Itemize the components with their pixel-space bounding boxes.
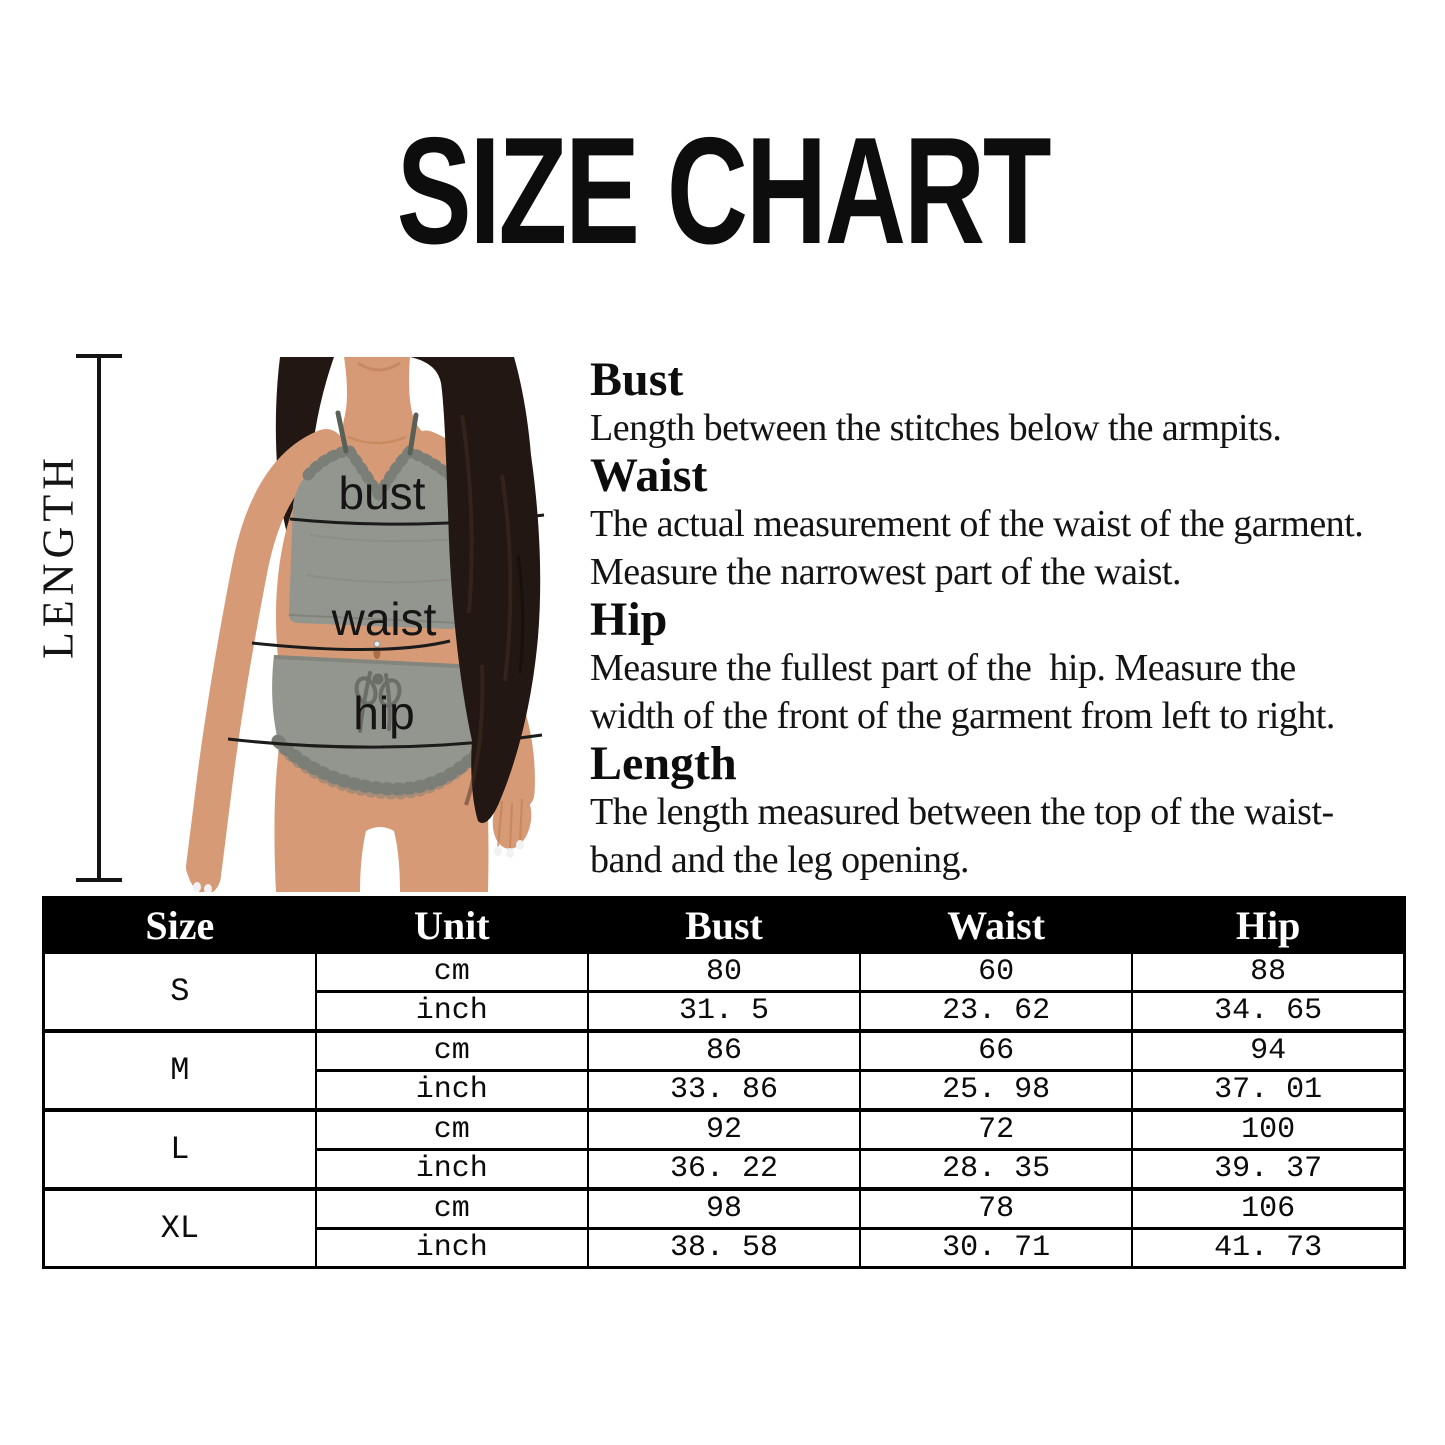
- size-cell: M: [44, 1031, 316, 1110]
- value-cell: 25. 98: [860, 1071, 1132, 1111]
- value-cell: 39. 37: [1132, 1150, 1404, 1190]
- value-cell: 23. 62: [860, 992, 1132, 1032]
- unit-cell: inch: [316, 992, 588, 1032]
- table-header-row: [44, 898, 1405, 953]
- left-nail: [193, 882, 201, 892]
- value-cell: 38. 58: [588, 1229, 860, 1268]
- guide-text: width of the front of the garment from left to right.: [590, 695, 1335, 737]
- right-nail: [506, 848, 514, 858]
- guide-text: Measure the narrowest part of the waist.: [590, 551, 1181, 593]
- guide-text: Measure the fullest part of the hip. Measure the: [590, 647, 1296, 689]
- value-cell: 78: [860, 1189, 1132, 1229]
- length-label: LENGTH: [33, 453, 83, 659]
- col-header-bust: Bust: [588, 898, 860, 953]
- value-cell: 94: [1132, 1031, 1404, 1071]
- value-cell: 36. 22: [588, 1150, 860, 1190]
- guide-heading-length: Length: [590, 737, 737, 790]
- table-row: [44, 1031, 1405, 1071]
- table-row: [44, 1189, 1405, 1229]
- guide-text: Length between the stitches below the armpits.: [590, 407, 1282, 449]
- size-cell: L: [44, 1110, 316, 1189]
- value-cell: 66: [860, 1031, 1132, 1071]
- value-cell: 100: [1132, 1110, 1404, 1150]
- unit-cell: cm: [316, 1189, 588, 1229]
- guide-heading-bust: Bust: [590, 353, 684, 406]
- right-nail: [494, 846, 502, 856]
- page-title: SIZE CHART: [396, 106, 1049, 276]
- value-cell: 80: [588, 953, 860, 992]
- value-cell: 28. 35: [860, 1150, 1132, 1190]
- guide-text: The length measured between the top of the waist-: [590, 791, 1334, 833]
- value-cell: 106: [1132, 1189, 1404, 1229]
- page-title-row: [0, 106, 1445, 276]
- value-cell: 72: [860, 1110, 1132, 1150]
- value-cell: 98: [588, 1189, 860, 1229]
- col-header-waist: Waist: [860, 898, 1132, 953]
- value-cell: 31. 5: [588, 992, 860, 1032]
- value-cell: 37. 01: [1132, 1071, 1404, 1111]
- col-header-unit: Unit: [316, 898, 588, 953]
- value-cell: 33. 86: [588, 1071, 860, 1111]
- value-cell: 60: [860, 953, 1132, 992]
- guide-text: band and the leg opening.: [590, 839, 970, 881]
- unit-cell: inch: [316, 1071, 588, 1111]
- unit-cell: inch: [316, 1150, 588, 1190]
- value-cell: 41. 73: [1132, 1229, 1404, 1268]
- unit-cell: cm: [316, 1031, 588, 1071]
- value-cell: 92: [588, 1110, 860, 1150]
- hip-label: hip: [353, 687, 415, 739]
- col-header-size: Size: [44, 898, 316, 953]
- size-table: [42, 896, 1406, 1269]
- table-row: [44, 1110, 1405, 1150]
- value-cell: 88: [1132, 953, 1404, 992]
- model-figure: [160, 355, 590, 892]
- unit-cell: cm: [316, 953, 588, 992]
- table-row: [44, 953, 1405, 992]
- guide-text: The actual measurement of the waist of the garment.: [590, 503, 1364, 545]
- guide-heading-waist: Waist: [590, 449, 708, 502]
- value-cell: 86: [588, 1031, 860, 1071]
- drawstring-knot: [373, 674, 384, 685]
- measurement-guide: [590, 353, 1390, 884]
- bust-label: bust: [338, 467, 426, 519]
- length-line-bottom-cap: [76, 878, 122, 882]
- unit-cell: cm: [316, 1110, 588, 1150]
- col-header-hip: Hip: [1132, 898, 1404, 953]
- value-cell: 30. 71: [860, 1229, 1132, 1268]
- size-cell: XL: [44, 1189, 316, 1268]
- size-cell: S: [44, 953, 316, 1032]
- unit-cell: inch: [316, 1229, 588, 1268]
- right-nail: [516, 840, 524, 850]
- waist-label: waist: [331, 593, 437, 645]
- length-line: [97, 356, 101, 880]
- guide-heading-hip: Hip: [590, 593, 668, 646]
- value-cell: 34. 65: [1132, 992, 1404, 1032]
